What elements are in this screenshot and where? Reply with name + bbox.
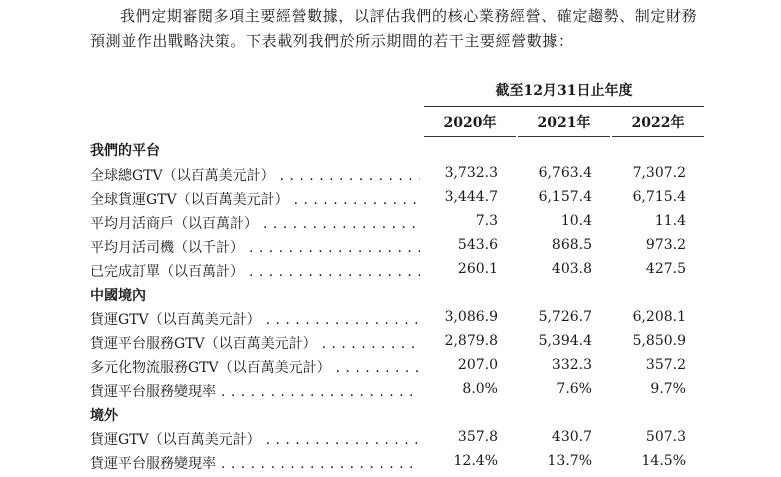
value-2022: 6,208.1 xyxy=(632,309,686,325)
value-2020: 12.4% xyxy=(453,453,498,469)
table-row xyxy=(90,333,700,355)
value-2020: 207.0 xyxy=(457,357,498,373)
value-2021: 13.7% xyxy=(547,453,592,469)
intro-line-1: 我們定期審閱多項主要經營數據，以評估我們的核心業務經營、確定趨勢、制定財務 xyxy=(120,7,698,25)
row-label: 貨運平台服務變現率 . . . xyxy=(90,453,420,473)
intro-paragraph xyxy=(90,4,750,54)
value-2020: 357.8 xyxy=(457,429,498,445)
value-2020: 3,732.3 xyxy=(444,165,498,181)
table-row xyxy=(90,189,700,211)
row-label: 已完成訂單（以百萬計） . . . xyxy=(90,261,420,281)
value-2022: 14.5% xyxy=(641,453,686,469)
row-label: 多元化物流服務GTV（以百萬美元計） . . . xyxy=(90,357,420,377)
value-2022: 357.2 xyxy=(645,357,686,373)
value-2022: 7,307.2 xyxy=(632,165,686,181)
row-label: 全球總GTV（以百萬美元計） . . . xyxy=(90,165,420,185)
value-2020: 543.6 xyxy=(457,237,498,253)
value-2021: 332.3 xyxy=(551,357,592,373)
table-row xyxy=(90,453,700,475)
value-2022: 507.3 xyxy=(645,429,686,445)
table-row xyxy=(90,429,700,451)
table-row xyxy=(90,309,700,331)
value-2021: 5,394.4 xyxy=(538,333,592,349)
table-row xyxy=(90,357,700,379)
value-2022: 6,715.4 xyxy=(632,189,686,205)
row-label: 貨運平台服務GTV（以百萬美元計） . . . xyxy=(90,333,420,353)
table-row xyxy=(90,213,700,235)
value-2020: 3,444.7 xyxy=(444,189,498,205)
value-2022: 973.2 xyxy=(645,237,686,253)
value-2020: 7.3 xyxy=(475,213,498,229)
value-2020: 2,879.8 xyxy=(444,333,498,349)
row-label: 平均月活商戶（以百萬計） . . . xyxy=(90,213,420,233)
section-title-platform: 我們的平台 xyxy=(90,143,160,159)
value-2022: 5,850.9 xyxy=(632,333,686,349)
table-row xyxy=(90,381,700,403)
table-row xyxy=(90,261,700,283)
value-2021: 7.6% xyxy=(556,381,592,397)
value-2021: 6,157.4 xyxy=(538,189,592,205)
row-label: 貨運GTV（以百萬美元計） . . . xyxy=(90,309,420,329)
value-2022: 11.4 xyxy=(654,213,686,229)
row-label: 貨運GTV（以百萬美元計） . . . xyxy=(90,429,420,449)
value-2021: 5,726.7 xyxy=(538,309,592,325)
row-label: 貨運平台服務變現率 . . . xyxy=(90,381,420,401)
value-2021: 6,763.4 xyxy=(538,165,592,181)
value-2021: 403.8 xyxy=(551,261,592,277)
table-row xyxy=(90,237,700,259)
value-2022: 9.7% xyxy=(650,381,686,397)
period-header: 截至12月31日止年度 xyxy=(424,80,704,107)
column-header-2021: 2021年 xyxy=(518,112,610,137)
value-2020: 260.1 xyxy=(457,261,498,277)
section-title-mainland-china: 中國境內 xyxy=(90,288,146,304)
value-2022: 427.5 xyxy=(645,261,686,277)
intro-line-2: 預測並作出戰略決策。下表載列我們於所示期間的若干主要經營數據： xyxy=(90,32,574,50)
value-2021: 868.5 xyxy=(551,237,592,253)
section-title-overseas: 境外 xyxy=(90,408,118,424)
row-label: 全球貨運GTV（以百萬美元計） . . . xyxy=(90,189,420,209)
value-2020: 3,086.9 xyxy=(444,309,498,325)
value-2021: 10.4 xyxy=(560,213,592,229)
value-2021: 430.7 xyxy=(551,429,592,445)
column-header-2020: 2020年 xyxy=(424,112,516,137)
row-label: 平均月活司機（以千計） . . . xyxy=(90,237,420,257)
column-header-2022: 2022年 xyxy=(612,112,704,137)
value-2020: 8.0% xyxy=(462,381,498,397)
table-row xyxy=(90,165,700,187)
